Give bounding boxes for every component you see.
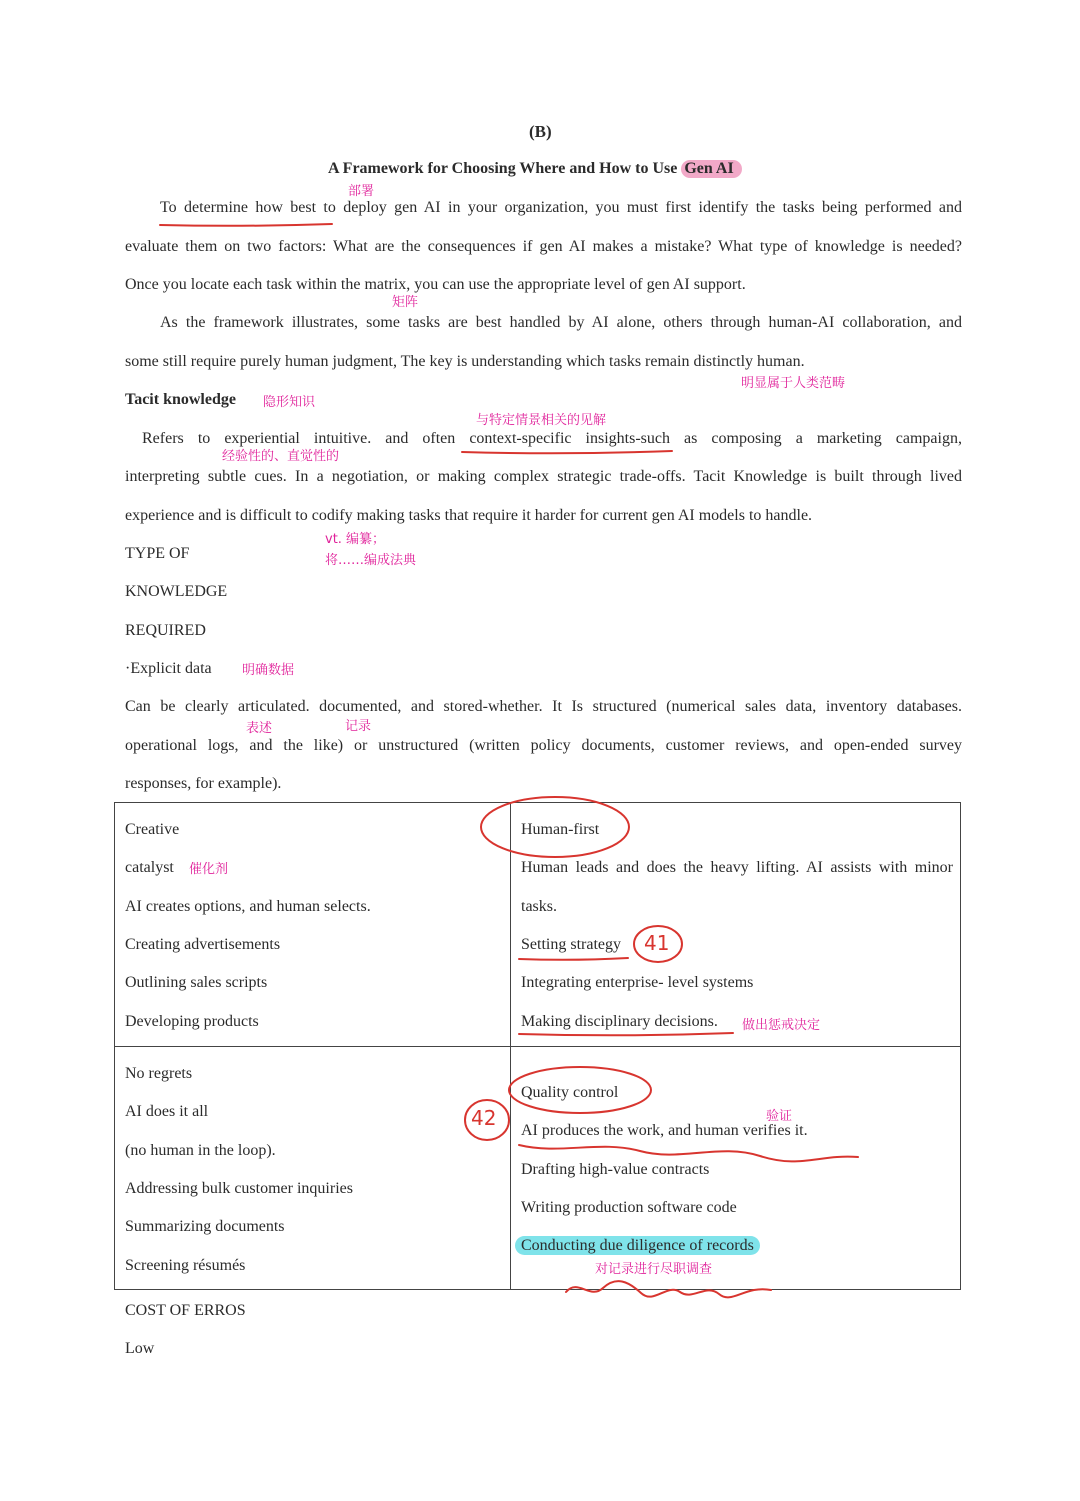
underline-context-specific [462,451,672,453]
tacit-word: Refers [142,430,184,447]
explicit-line-3: responses, for example). [125,775,282,792]
intro-line-3: Once you locate each task within the matrix, you can use the appropriate level of gen AI support. [125,276,746,293]
quadrant-subtitle: AI does it all [125,1103,209,1120]
annotation-due-diligence: 对记录进行尽职调查 [595,1262,713,1277]
quadrant-title-creative: Creative [125,821,180,838]
quadrant-subtitle-catalyst: catalyst [125,859,174,876]
quadrant-title-human-first: Human-first [521,821,600,838]
tacit-word: to [197,430,211,447]
circle-quality-control [509,1067,651,1113]
circle-human-first [481,797,629,857]
underline-setting-strategy [519,958,628,960]
task-item: Developing products [125,1013,259,1030]
tacit-word: intuitive. [313,430,372,447]
explicit-heading: ·Explicit data [125,660,212,677]
question-number-42: 42 [471,1106,497,1130]
annotation-disciplinary: 做出惩戒决定 [742,1018,821,1033]
task-item: Integrating enterprise- level systems [521,974,754,991]
title-highlight: Gen AI [681,160,741,178]
annotation-documented: 记录 [345,719,372,734]
intro-line-1: To determine how best to deploy gen AI in your organization, you must first identify the tasks being performed and [160,199,962,216]
quadrant-title-quality-control: Quality control [521,1084,619,1101]
cost-label: COST OF ERROS [125,1302,246,1319]
annotation-codify-2: 将……编成法典 [325,553,417,568]
tacit-word: composing [711,430,782,447]
quadrant-desc: Human leads and does the heavy lifting. AI assists with minor [521,859,953,876]
underline-deploy [160,224,332,226]
squiggle-due-diligence [566,1281,771,1297]
circle-42 [465,1100,509,1140]
annotation-codify-1: vt. 编纂； [325,532,386,547]
annotation-verifies: 验证 [766,1109,793,1124]
annotation-tacit-knowledge: 隐形知识 [263,395,316,410]
tacit-line-2: interpreting subtle cues. In a negotiation, or making complex strategic trade-offs. Tacit Knowledge is built through lived [125,468,962,485]
tacit-word: a [795,430,803,447]
title-prefix: A Framework for Choosing Where and How to Use [328,160,678,177]
annotation-deploy: 部署 [348,184,375,199]
tacit-word: campaign, [895,430,962,447]
annotation-context-specific: 与特定情景相关的见解 [476,413,607,428]
task-item: Writing production software code [521,1199,737,1216]
annotation-experiential: 经验性的、直觉性的 [222,449,340,464]
cyan-highlight: Conducting due diligence of records [515,1236,760,1255]
tacit-word: experiential [224,430,300,447]
task-item: Setting strategy [521,936,621,953]
task-item: Outlining sales scripts [125,974,268,991]
annotation-articulated: 表述 [246,721,273,736]
framework-line-2: some still require purely human judgment, The key is understanding which tasks remain distinctly human. [125,353,805,370]
cost-level-low: Low [125,1340,155,1357]
tacit-word: as [684,430,698,447]
task-item: Making disciplinary decisions. [521,1013,718,1030]
tacit-word: context-specific [469,430,572,447]
underline-disciplinary [519,1033,733,1035]
explicit-line-1: Can be clearly articulated. documented, and stored-whether. It Is structured (numerical sales data, inventory databases. [125,698,962,715]
quadrant-desc: AI creates options, and human selects. [125,898,371,915]
knowledge-label-3: REQUIRED [125,622,206,639]
tacit-word: insights-such [585,430,670,447]
annotation-matrix: 矩阵 [392,295,419,310]
quadrant-title-no-regrets: No regrets [125,1065,193,1082]
task-item: Drafting high-value contracts [521,1161,710,1178]
task-item: Creating advertisements [125,936,281,953]
tacit-heading: Tacit knowledge [125,391,236,408]
explicit-line-2: operational logs, and the like) or unstructured (written policy documents, customer reviews, and open-ended survey [125,737,962,754]
annotation-distinctly-human: 明显属于人类范畴 [741,376,846,391]
tacit-word: often [422,430,456,447]
quadrant-desc-cont: tasks. [521,898,557,915]
annotation-explicit-data: 明确数据 [242,663,295,678]
tacit-word: marketing [816,430,882,447]
task-item: Summarizing documents [125,1218,285,1235]
squiggle-verifies [519,1145,858,1161]
framework-line-1: As the framework illustrates, some tasks are best handled by AI alone, others through human-AI collaboration, and [160,314,962,331]
quadrant-desc: AI produces the work, and human verifies it. [521,1122,808,1139]
circle-41 [634,926,682,962]
knowledge-label-1: TYPE OF [125,545,190,562]
quadrant-desc: (no human in the loop). [125,1142,276,1159]
section-label: (B) [529,122,552,141]
task-item: Screening résumés [125,1257,246,1274]
question-number-41: 41 [644,931,670,955]
intro-line-2: evaluate them on two factors: What are the consequences if gen AI makes a mistake? What type of knowledge is needed? [125,238,962,255]
task-item: Addressing bulk customer inquiries [125,1180,353,1197]
tacit-line-3: experience and is difficult to codify making tasks that require it harder for current gen AI models to handle. [125,507,813,524]
tacit-word: and [385,430,409,447]
annotation-catalyst: 催化剂 [189,862,229,877]
knowledge-label-2: KNOWLEDGE [125,583,228,600]
